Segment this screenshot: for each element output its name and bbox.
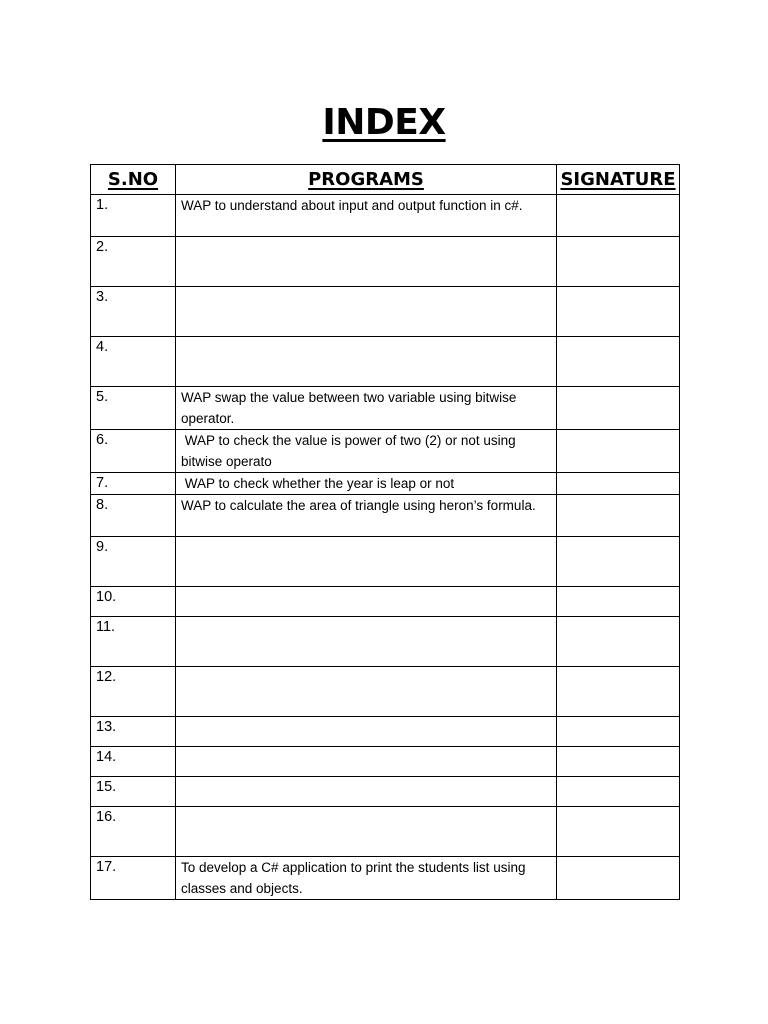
signature-cell (557, 387, 680, 430)
table-row (91, 237, 680, 287)
program-cell: WAP swap the value between two variable using bitwise operator. (176, 387, 557, 430)
sno-cell: 2. (91, 237, 176, 287)
signature-cell (557, 195, 680, 237)
signature-cell (557, 495, 680, 537)
sno-cell: 17. (91, 857, 176, 900)
signature-cell (557, 473, 680, 495)
signature-cell (557, 857, 680, 900)
sno-cell: 16. (91, 807, 176, 857)
signature-cell (557, 430, 680, 473)
signature-cell (557, 287, 680, 337)
program-cell (176, 287, 557, 337)
table-row (91, 777, 680, 807)
program-cell (176, 667, 557, 717)
table-row (91, 473, 680, 495)
table-row (91, 717, 680, 747)
signature-cell (557, 337, 680, 387)
table-row (91, 667, 680, 717)
program-cell (176, 537, 557, 587)
header-programs: PROGRAMS (176, 165, 557, 195)
sno-cell: 6. (91, 430, 176, 473)
page-title: INDEX (322, 102, 446, 143)
sno-cell: 15. (91, 777, 176, 807)
header-sno: S.NO (91, 165, 176, 195)
sno-cell: 3. (91, 287, 176, 337)
program-cell: WAP to check the value is power of two (2) or not using bitwise operato (176, 430, 557, 473)
table-row (91, 195, 680, 237)
signature-cell (557, 617, 680, 667)
table-row (91, 387, 680, 430)
signature-cell (557, 747, 680, 777)
program-cell (176, 617, 557, 667)
table-body (91, 195, 680, 900)
program-cell (176, 807, 557, 857)
signature-cell (557, 537, 680, 587)
sno-cell: 1. (91, 195, 176, 237)
program-cell (176, 777, 557, 807)
sno-cell: 11. (91, 617, 176, 667)
program-cell (176, 717, 557, 747)
program-cell (176, 237, 557, 287)
table-row (91, 287, 680, 337)
index-table (90, 164, 680, 900)
sno-cell: 9. (91, 537, 176, 587)
signature-cell (557, 777, 680, 807)
sno-cell: 5. (91, 387, 176, 430)
sno-cell: 10. (91, 587, 176, 617)
table-row (91, 587, 680, 617)
sno-cell: 8. (91, 495, 176, 537)
sno-cell: 12. (91, 667, 176, 717)
program-cell (176, 587, 557, 617)
program-cell (176, 337, 557, 387)
sno-cell: 7. (91, 473, 176, 495)
signature-cell (557, 237, 680, 287)
table-row (91, 430, 680, 473)
program-cell: WAP to calculate the area of triangle using heron’s formula. (176, 495, 557, 537)
table-row (91, 617, 680, 667)
table-row (91, 537, 680, 587)
header-row (91, 165, 680, 195)
program-cell: WAP to check whether the year is leap or not (176, 473, 557, 495)
sno-cell: 14. (91, 747, 176, 777)
program-cell (176, 747, 557, 777)
table-header (91, 165, 680, 195)
sno-cell: 4. (91, 337, 176, 387)
table-row (91, 495, 680, 537)
signature-cell (557, 807, 680, 857)
signature-cell (557, 717, 680, 747)
program-cell: To develop a C# application to print the students list using classes and objects. (176, 857, 557, 900)
table-row (91, 747, 680, 777)
program-cell: WAP to understand about input and output function in c#. (176, 195, 557, 237)
header-signature: SIGNATURE (557, 165, 680, 195)
table-row (91, 807, 680, 857)
table-row (91, 857, 680, 900)
signature-cell (557, 667, 680, 717)
signature-cell (557, 587, 680, 617)
sno-cell: 13. (91, 717, 176, 747)
table-row (91, 337, 680, 387)
